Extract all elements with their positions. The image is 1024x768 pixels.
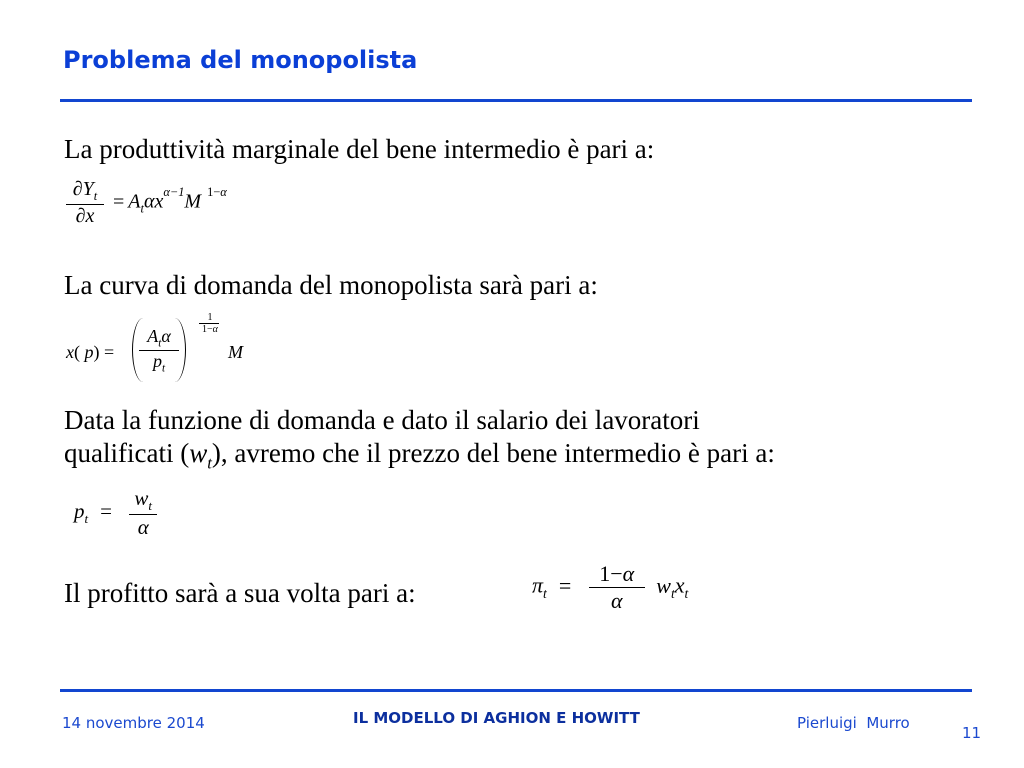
footer-divider (60, 689, 972, 692)
paragraph-price-line1: Data la funzione di domanda e dato il salario dei lavoratori (64, 405, 700, 435)
paragraph-demand-curve: La curva di domanda del monopolista sarà pari a: (64, 270, 598, 300)
paragraph-marginal-productivity: La produttività marginale del bene intermedio è pari a: (64, 134, 655, 164)
paragraph-price-line2-b: ), avremo che il prezzo del bene intermedio è pari a: (211, 438, 775, 468)
footer-author: Pierluigi Murro (797, 714, 910, 732)
paragraph-price-intro (64, 404, 775, 479)
page-number: 11 (962, 724, 982, 742)
wage-subscript: t (207, 453, 212, 473)
footer-date: 14 novembre 2014 (62, 714, 205, 732)
paragraph-price-line2-a: qualificati ( (64, 438, 190, 468)
wage-symbol: w (189, 438, 208, 468)
equation-price: $p_t$ = $\frac{w_t}{\alpha}$ (74, 486, 157, 540)
equation-profit: $\pi_t$ = $\frac{1-\alpha}{\alpha}$ $w_tx_t$ (532, 561, 689, 613)
equation-marginal-productivity: $\frac{\partial Y_t}{\partial x}$ = $A_t\alpha x^{\alpha-1}M$ $^{1-\alpha}$ (66, 178, 227, 228)
footer-presentation-title: IL MODELLO DI AGHION E HOWITT (353, 709, 640, 727)
paragraph-profit: Il profitto sarà a sua volta pari a: (64, 578, 416, 608)
title-divider (60, 99, 972, 102)
slide-title: Problema del monopolista (63, 46, 418, 74)
